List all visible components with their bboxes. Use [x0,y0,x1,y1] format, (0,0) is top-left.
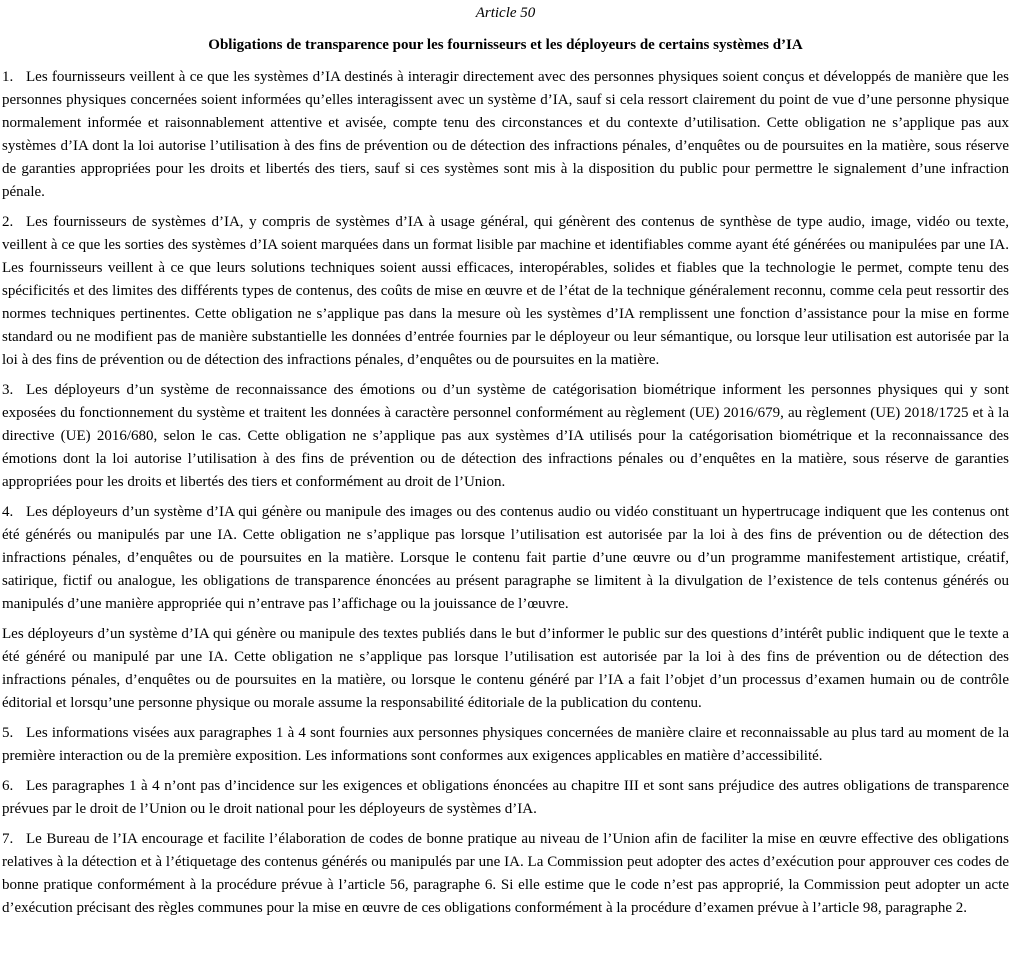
paragraph-3 [2,379,1009,494]
paragraph-text: Les déployeurs d’un système d’IA qui génère ou manipule des textes publiés dans le but d’informer le public sur des questions d’intérêt public indiquent que le texte a été généré ou manipulé par une IA. Cette obligation ne s’applique pas lorsque l’utilisation est autorisée par la loi à des fins de prévention ou de détection des infractions pénales, d’enquêtes ou de poursuites en la matière, ou lorsque le contenu généré par l’IA a fait l’objet d’un processus d’examen humain ou de contrôle éditorial et lorsqu’une personne physique ou morale assume la responsabilité éditoriale de la publication du contenu. [2,626,1009,711]
paragraph-text: Les déployeurs d’un système d’IA qui génère ou manipule des images ou des contenus audio ou vidéo constituant un hypertrucage indiquent que les contenus ont été générés ou manipulés par une IA. Cette obligation ne s’applique pas lorsque l’utilisation est autorisée par la loi à des fins de prévention ou de détection des infractions pénales, d’enquêtes ou de poursuites en la matière. Lorsque le contenu fait partie d’une œuvre ou d’un programme manifestement artistique, créatif, satirique, fictif ou analogue, les obligations de transparence énoncées au présent paragraphe se limitent à la divulgation de l’existence de tels contenus générés ou manipulés d’une manière appropriée qui n’entrave pas l’affichage ou la jouissance de l’œuvre. [2,504,1009,612]
document-page [0,2,1009,920]
paragraph-5 [2,722,1009,768]
paragraph-number: 7. [2,831,14,847]
paragraph-4-subparagraph [2,623,1009,715]
paragraph-number: 3. [2,382,14,398]
paragraph-text: Les déployeurs d’un système de reconnaissance des émotions ou d’un système de catégorisation biométrique informent les personnes physiques qui y sont exposées du fonctionnement du système et traitent les données à caractère personnel conformément au règlement (UE) 2016/679, au règlement (UE) 2018/1725 et à la directive (UE) 2016/680, selon le cas. Cette obligation ne s’applique pas aux systèmes d’IA utilisés pour la catégorisation biométrique et la reconnaissance des émotions dont la loi autorise l’utilisation à des fins de prévention ou de détection des infractions pénales ou d’enquêtes en la matière, sous réserve de garanties appropriées pour les droits et libertés des tiers et conformément au droit de l’Union. [2,382,1009,490]
paragraph-text: Les paragraphes 1 à 4 n’ont pas d’incidence sur les exigences et obligations énoncées au chapitre III et sont sans préjudice des autres obligations de transparence prévues par le droit de l’Union ou le droit national pour les déployeurs de systèmes d’IA. [2,778,1009,817]
paragraph-2 [2,211,1009,372]
paragraph-number: 6. [2,778,14,794]
paragraph-number: 4. [2,504,14,520]
paragraph-number: 2. [2,214,14,230]
paragraph-4 [2,501,1009,616]
paragraph-number: 5. [2,725,14,741]
article-number: Article 50 [475,5,536,21]
paragraph-number: 1. [2,69,14,85]
paragraph-7 [2,828,1009,920]
paragraph-text: Les fournisseurs de systèmes d’IA, y compris de systèmes d’IA à usage général, qui génèrent des contenus de synthèse de type audio, image, vidéo ou texte, veillent à ce que les sorties des systèmes d’IA soient marquées dans un format lisible par machine et identifiables comme ayant été générées ou manipulées par une IA. Les fournisseurs veillent à ce que leurs solutions techniques soient aussi efficaces, interopérables, solides et fiables que la technologie le permet, compte tenu des spécificités et des limites des différents types de contenus, des coûts de mise en œuvre et de l’état de la technique généralement reconnu, comme cela peut ressortir des normes techniques pertinentes. Cette obligation ne s’applique pas dans la mesure où les systèmes d’IA remplissent une fonction d’assistance pour la mise en forme standard ou ne modifient pas de manière substantielle les données d’entrée fournies par le déployeur ou leur sémantique, ou lorsque leur utilisation est autorisée par la loi à des fins de prévention ou de détection des infractions pénales, d’enquêtes ou de poursuites en la matière. [2,214,1009,368]
paragraph-text: Le Bureau de l’IA encourage et facilite l’élaboration de codes de bonne pratique au niveau de l’Union afin de faciliter la mise en œuvre effective des obligations relatives à la détection et à l’étiquetage des contenus générés ou manipulés par une IA. La Commission peut adopter des actes d’exécution pour approuver ces codes de bonne pratique conformément à la procédure prévue à l’article 56, paragraphe 6. Si elle estime que le code n’est pas approprié, la Commission peut adopter un acte d’exécution précisant des règles communes pour la mise en œuvre de ces obligations conformément à la procédure d’examen prévue à l’article 98, paragraphe 2. [2,831,1009,916]
paragraph-1 [2,66,1009,204]
paragraph-text: Les informations visées aux paragraphes 1 à 4 sont fournies aux personnes physiques concernées de manière claire et reconnaissable au plus tard au moment de la première interaction ou de la première exposition. Les informations sont conformes aux exigences applicables en matière d’accessibilité. [2,725,1009,764]
paragraph-6 [2,775,1009,821]
paragraph-text: Les fournisseurs veillent à ce que les systèmes d’IA destinés à interagir directement avec des personnes physiques soient conçus et développés de manière que les personnes physiques concernées soient informées qu’elles interagissent avec un système d’IA, sauf si cela ressort clairement du point de vue d’une personne physique normalement informée et raisonnablement attentive et avisée, compte tenu des circonstances et du contexte d’utilisation. Cette obligation ne s’applique pas aux systèmes d’IA dont la loi autorise l’utilisation à des fins de prévention ou de détection des infractions pénales, d’enquêtes ou de poursuites en la matière, sous réserve de garanties appropriées pour les droits et libertés des tiers, sauf si ces systèmes sont mis à la disposition du public pour permettre le signalement d’une infraction pénale. [2,69,1009,200]
article-title: Obligations de transparence pour les fournisseurs et les déployeurs de certains systèmes d’IA [208,37,803,53]
